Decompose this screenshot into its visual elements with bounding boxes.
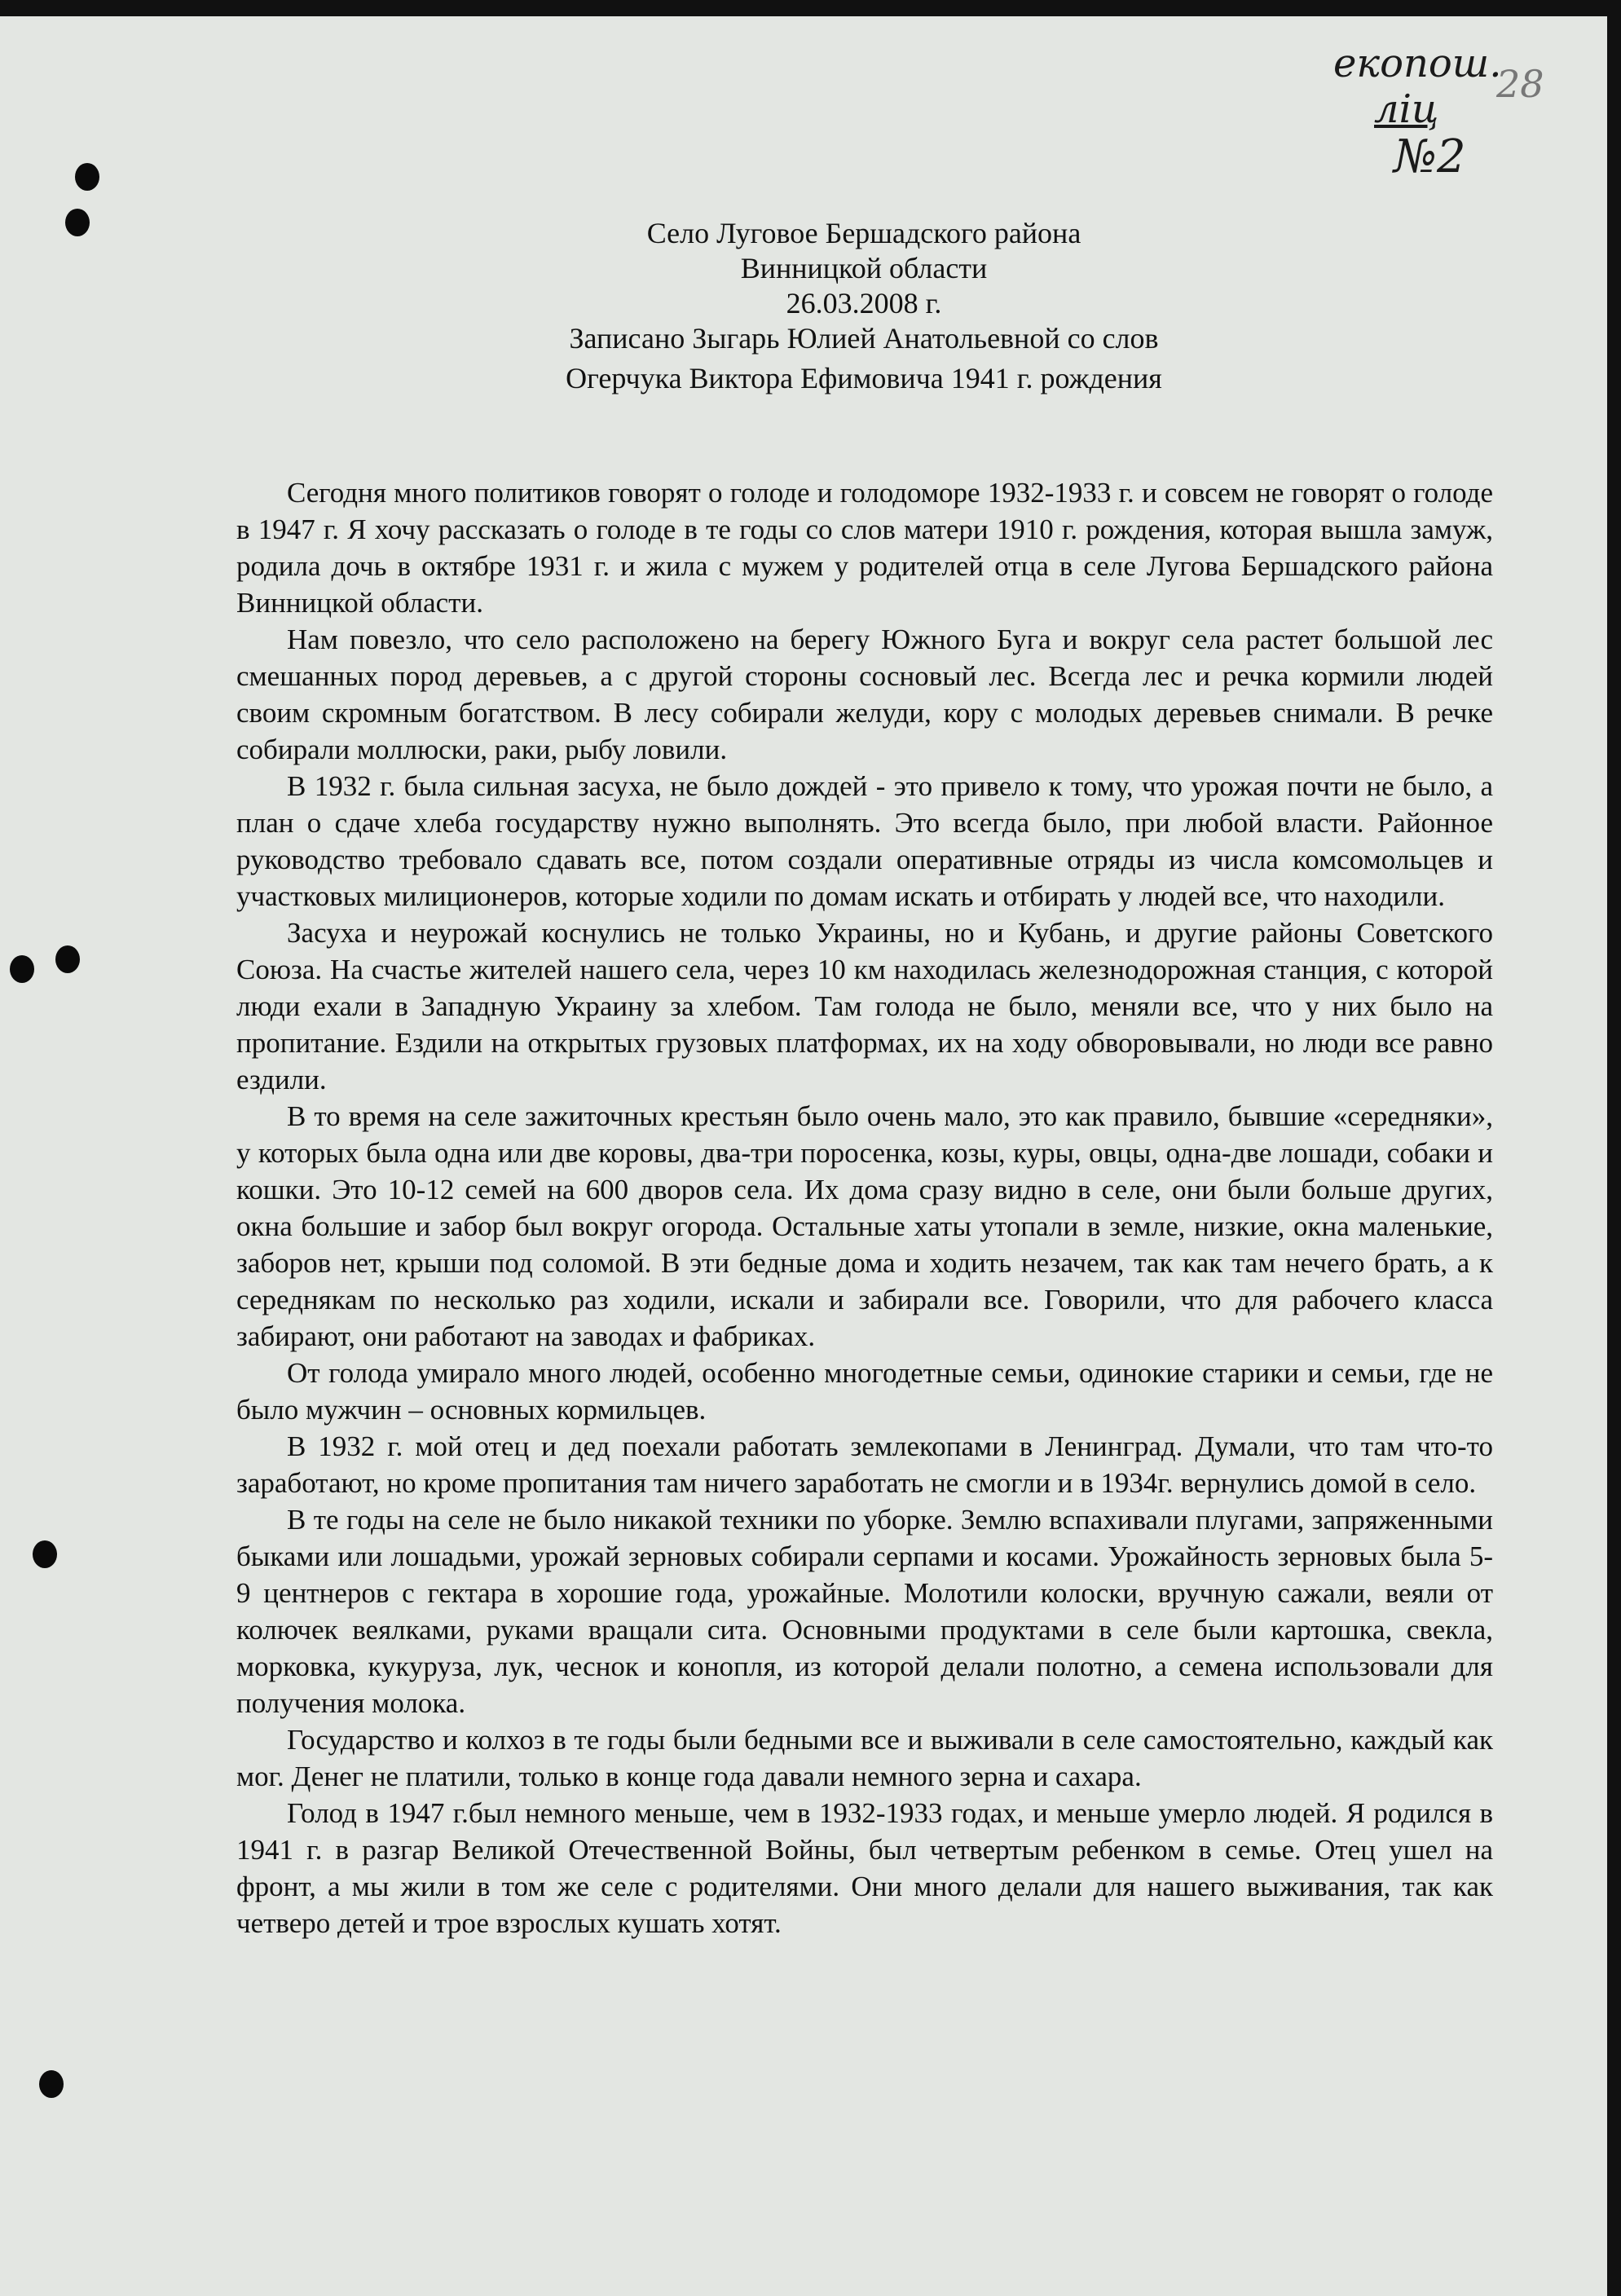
- header-line: Село Луговое Бершадского района: [646, 217, 1081, 249]
- paragraph: В то время на селе зажиточных крестьян было очень мало, это как правило, бывшие «середняки», у которых была одна или две коровы, два-три поросенка, козы, куры, овцы, одна-две лошади, собаки и кошки. Это 10-12 семей на 600 дворов села. Их дома сразу видно в селе, они были больше других, окна большие и забор был вокруг огорода. Остальные хаты утопали в земле, низкие, окна маленькие, заборов нет, крыши под соломой. В эти бедные дома и ходить незачем, так как там нечего брать, а к середнякам по несколько раз ходили, искали и забирали все. Говорили, что для рабочего класса забирают, они работают на заводах и фабриках.: [236, 1100, 1493, 1352]
- paragraph: В 1932 г. была сильная засуха, не было дождей - это привело к тому, что урожая почти не было, а план о сдаче хлеба государству нужно выполнять. Это всегда было, при любой власти. Районное руководство требовало сдавать все, потом создали оперативные отряды из числа комсомольцев и участковых милиционеров, которые ходили по домам искать и отбирать у людей все, что находили.: [236, 770, 1493, 912]
- punch-hole: [33, 1540, 57, 1568]
- paragraph: В те годы на селе не было никакой техники по уборке. Землю вспахивали плугами, запряженными быками или лошадьми, урожай зерновых собирали серпами и косами. Урожайность зерновых была 5-9 центнеров с гектара в хорошие года, урожайные. Молотили колоски, вручную сажали, веяли от колючек веялками, руками вращали сита. Основными продуктами в селе были картошка, свекла, морковка, кукуруза, лук, чеснок и конопля, из которой делали полотно, а семена использовали для получения молока.: [236, 1504, 1493, 1719]
- paragraph: Засуха и неурожай коснулись не только Украины, но и Кубань, и другие районы Советского Союза. На счастье жителей нашего села, через 10 км находилась железнодорожная станция, с которой люди ехали в Западную Украину за хлебом. Там голода не было, меняли все, что у них было на пропитание. Ездили на открытых грузовых платформах, их на ходу обворовывали, но люди все равно ездили.: [236, 917, 1493, 1095]
- paragraph: Голод в 1947 г.был немного меньше, чем в 1932-1933 годах, и меньше умерло людей. Я родился в 1941 г. в разгар Великой Отечественной Войны, был четвертым ребенком в семье. Отец ушел на фронт, а мы жили в том же селе с родителями. Они много делали для нашего выживания, так как четверо детей и трое взрослых кушать хотят.: [236, 1797, 1493, 1939]
- pencil-page-number: 28: [1496, 62, 1544, 106]
- handwritten-note: ліц: [1374, 86, 1439, 132]
- handwritten-note: екопош.: [1333, 41, 1502, 86]
- header-line: Записано Зыгарь Юлией Анатольевной со слов: [569, 322, 1159, 355]
- handwritten-note: №2: [1394, 130, 1466, 183]
- punch-hole: [39, 2070, 64, 2098]
- header-line: Винницкой области: [740, 252, 988, 284]
- punch-hole: [10, 955, 34, 983]
- document-header: [407, 216, 1320, 396]
- punch-hole: [75, 163, 99, 191]
- header-line: Огерчука Виктора Ефимовича 1941 г. рождения: [566, 362, 1162, 394]
- document-page: [0, 16, 1607, 2296]
- paragraph: В 1932 г. мой отец и дед поехали работать землекопами в Ленинград. Думали, что там что-то заработают, но кроме пропитания там ничего заработать не смогли и в 1934г. вернулись домой в село.: [236, 1430, 1493, 1499]
- punch-hole: [55, 945, 80, 973]
- paragraph: Государство и колхоз в те годы были бедными все и выживали в селе самостоятельно, каждый как мог. Денег не платили, только в конце года давали немного зерна и сахара.: [236, 1724, 1493, 1792]
- paragraph: Нам повезло, что село расположено на берегу Южного Буга и вокруг села растет большой лес смешанных пород деревьев, а с другой стороны сосновый лес. Всегда лес и речка кормили людей своим скромным богатством. В лесу собирали желуди, кору с молодых деревьев снимали. В речке собирали моллюски, раки, рыбу ловили.: [236, 624, 1493, 765]
- paragraph: От голода умирало много людей, особенно многодетные семьи, одинокие старики и семьи, где не было мужчин – основных кормильцев.: [236, 1357, 1493, 1426]
- paragraph: Сегодня много политиков говорят о голоде и голодоморе 1932-1933 г. и совсем не говорят о голоде в 1947 г. Я хочу рассказать о голоде в те годы со слов матери 1910 г. рождения, которая вышла замуж, родила дочь в октябре 1931 г. и жила с мужем у родителей отца в селе Лугова Бершадского района Винницкой области.: [236, 477, 1493, 619]
- punch-hole: [65, 209, 90, 236]
- header-line: 26.03.2008 г.: [786, 287, 942, 320]
- document-body: [236, 474, 1493, 1941]
